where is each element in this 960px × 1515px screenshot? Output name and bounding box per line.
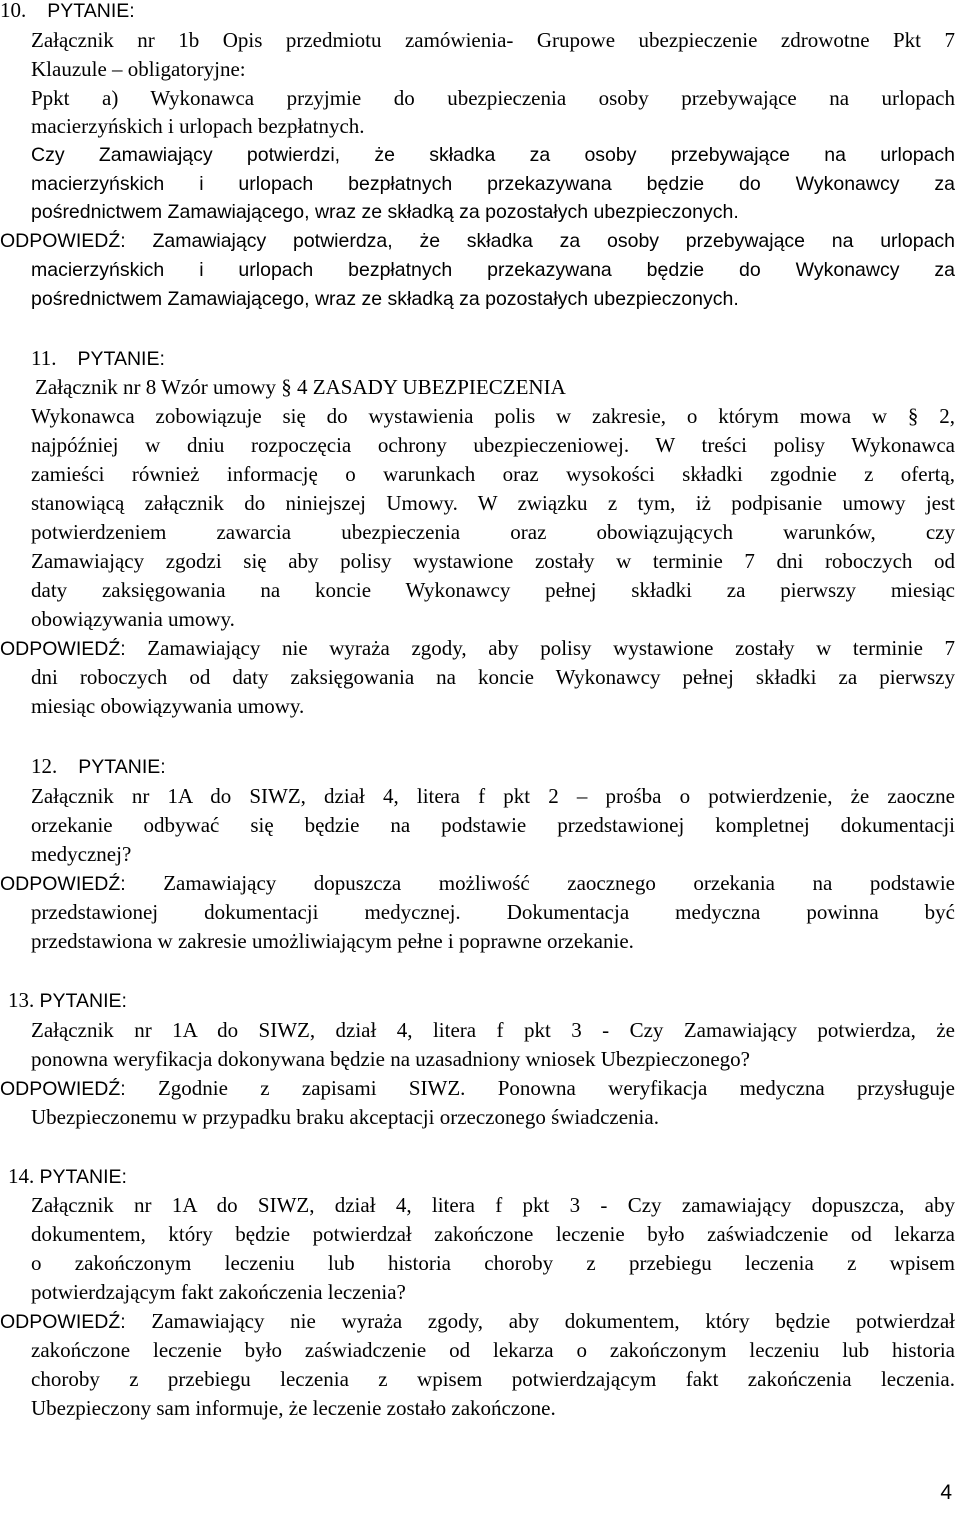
answer-line [0, 1073, 955, 1103]
question-line: najpóźniej w dniu rozpoczęcia ochrony ubezpieczeniowej. W treści polisy Wykonawca [31, 433, 955, 457]
answer-line [0, 868, 955, 898]
question-line: obowiązywania umowy. [31, 607, 235, 631]
question-line: dokumentem, który będzie potwierdzał zakończone leczenie było zaświadczenie od lekarza [31, 1222, 955, 1246]
question-line: potwierdzającym fakt zakończenia leczenia? [31, 1280, 406, 1304]
question-line: medycznej? [31, 842, 132, 866]
question-line: ponowna weryfikacja dokonywana będzie na uzasadniony wniosek Ubezpieczonego? [31, 1047, 750, 1071]
answer-line: zakończone leczenie było zaświadczenie od lekarza o zakończonym leczeniu lub historia [31, 1338, 955, 1362]
answer-label: ODPOWIEDŹ: [0, 1078, 126, 1100]
question-line: o zakończonym leczeniu lub historia choroby z przebiegu leczenia z wpisem [31, 1251, 955, 1275]
section-number: 12. [31, 754, 58, 778]
section-13-heading [8, 985, 932, 1015]
section-number: 14. [8, 1164, 35, 1188]
answer-label: ODPOWIEDŹ: [0, 1311, 126, 1333]
question-line: orzekanie odbywać się będzie na podstawie przedstawionej kompletnej dokumentacji [31, 813, 955, 837]
answer-line: przedstawionej dokumentacji medycznej. Dokumentacja medyczna powinna być [31, 900, 955, 924]
answer-line [0, 226, 955, 256]
answer-line: przedstawiona w zakresie umożliwiającym pełne i poprawne orzekanie. [31, 929, 634, 953]
question-line: Ppkt a) Wykonawca przyjmie do ubezpieczenia osoby przebywające na urlopach [31, 86, 955, 110]
question-line: potwierdzeniem zawarcia ubezpieczenia oraz obowiązujących warunków, czy [31, 520, 955, 544]
section-10-heading [0, 0, 955, 25]
question-line: Załącznik nr 1A do SIWZ, dział 4, litera f pkt 3 - Czy zamawiający dopuszcza, aby [31, 1193, 955, 1217]
section-heading: PYTANIE: [47, 0, 135, 22]
page-number: 4 [940, 1481, 952, 1504]
answer-label: ODPOWIEDŹ: [0, 873, 126, 895]
question-line: Czy Zamawiający potwierdzi, że składka za osoby przebywające na urlopach [31, 144, 955, 166]
question-line: daty zaksięgowania na koncie Wykonawcy pełnej składki za pierwszy miesiąc [31, 578, 955, 602]
question-line: Zamawiający zgodzi się aby polisy wystawione zostały w terminie 7 dni roboczych od [31, 549, 955, 573]
answer-line: miesiąc obowiązywania umowy. [31, 694, 305, 718]
answer-line: pośrednictwem Zamawiającego, wraz ze składką za pozostałych ubezpieczonych. [31, 288, 739, 310]
question-line: Załącznik nr 1b Opis przedmiotu zamówienia- Grupowe ubezpieczenie zdrowotne Pkt 7 [31, 28, 955, 52]
section-14-heading [8, 1161, 932, 1191]
section-number: 13. [8, 988, 35, 1012]
question-line: Załącznik nr 8 Wzór umowy § 4 ZASADY UBEZPIECZENIA [35, 375, 566, 399]
answer-text: Zamawiający potwierdza, że składka za osoby przebywające na urlopach [152, 230, 955, 252]
answer-line: Ubezpieczonemu w przypadku braku akceptacji orzeczonego świadczenia. [31, 1105, 659, 1129]
question-line: pośrednictwem Zamawiającego, wraz ze składką za pozostałych ubezpieczonych. [31, 201, 739, 223]
answer-line: dni roboczych od daty zaksięgowania na koncie Wykonawcy pełnej składki za pierwszy [31, 665, 955, 689]
question-line: stanowiącą załącznik do niniejszej Umowy. W związku z tym, iż podpisanie umowy jest [31, 491, 955, 515]
answer-line: Ubezpieczony sam informuje, że leczenie zostało zakończone. [31, 1396, 556, 1420]
answer-line [0, 633, 955, 663]
answer-text: Zamawiający dopuszcza możliwość zaocznego orzekania na podstawie [163, 871, 955, 895]
section-heading: PYTANIE: [39, 1166, 127, 1188]
question-line: Klauzule – obligatoryjne: [31, 57, 246, 81]
section-heading: PYTANIE: [77, 348, 165, 370]
answer-line: choroby z przebiegu leczenia z wpisem potwierdzającym fakt zakończenia leczenia. [31, 1367, 955, 1391]
question-line: Załącznik nr 1A do SIWZ, dział 4, litera f pkt 2 – prośba o potwierdzenie, że zaoczne [31, 784, 955, 808]
answer-text: Zgodnie z zapisami SIWZ. Ponowna weryfikacja medyczna przysługuje [157, 1076, 955, 1100]
answer-text: Zamawiający nie wyraża zgody, aby polisy wystawione zostały w terminie 7 [147, 636, 955, 660]
section-heading: PYTANIE: [39, 990, 127, 1012]
answer-line: macierzyńskich i urlopach bezpłatnych przekazywana będzie do Wykonawcy za [31, 259, 955, 281]
question-line: macierzyńskich i urlopach bezpłatnych. [31, 114, 365, 138]
question-line: macierzyńskich i urlopach bezpłatnych przekazywana będzie do Wykonawcy za [31, 173, 955, 195]
section-number: 10. [0, 0, 27, 22]
section-11-heading [31, 343, 955, 373]
section-12-heading [31, 751, 955, 781]
question-line: Wykonawca zobowiązuje się do wystawienia polis w zakresie, o którym mowa w § 2, [31, 404, 955, 428]
section-number: 11. [31, 346, 57, 370]
answer-label: ODPOWIEDŹ: [0, 638, 126, 660]
question-line: zamieści również informację o warunkach oraz wysokości składki zgodnie z ofertą, [31, 462, 955, 486]
answer-line [0, 1306, 955, 1336]
answer-label: ODPOWIEDŹ: [0, 230, 126, 252]
question-line: Załącznik nr 1A do SIWZ, dział 4, litera f pkt 3 - Czy Zamawiający potwierdza, że [31, 1018, 955, 1042]
section-heading: PYTANIE: [78, 756, 166, 778]
answer-text: Zamawiający nie wyraża zgody, aby dokumentem, który będzie potwierdzał [151, 1309, 955, 1333]
